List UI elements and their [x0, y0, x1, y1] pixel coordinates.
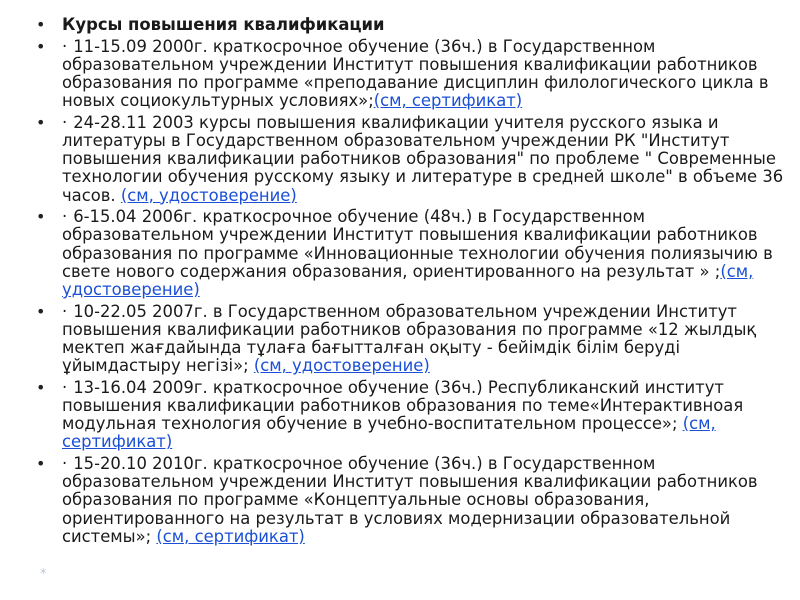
bullet-icon: • [36, 15, 46, 34]
item-prefix: · [62, 301, 68, 321]
bullet-icon: • [36, 112, 46, 132]
item-prefix: · [62, 112, 68, 132]
certificate-link[interactable]: (см, сертификат) [62, 414, 716, 452]
certificate-link[interactable]: (см, удостоверение) [253, 356, 430, 376]
item-text: 6-15.04 2006г. краткосрочное обучение (48ч.) в Государственном образовательном учреждении Институт повышения квалификации работников образования по программе «Инновационные технологии обучения полиязычию в свете нового содержания образования, ориентированного на результат » ; [62, 207, 773, 281]
item-text: 11-15.09 2000г. краткосрочное обучение (36ч.) в Государственном образовательном учреждении Институт повышения квалификации работников образования по программе «преподавание дисциплин филологического цикла в новых социокультурных условиях»; [62, 36, 769, 111]
item-prefix: · [62, 454, 68, 474]
footer-star-icon: * [40, 567, 47, 582]
item-text: 10-22.05 2007г. в Государственном образовательном учреждении Институт повышения квалификации работников образования по программе «12 жылдық мектеп жағдайында тұлаға бағытталған оқыту - бейімдік білім беруді ұйымдастыру негізі»; [62, 301, 757, 376]
certificate-link[interactable]: (см, удостоверение) [120, 185, 297, 205]
list-item [36, 114, 786, 205]
certificate-link[interactable]: (см, сертификат) [373, 91, 523, 111]
item-prefix: · [62, 377, 68, 397]
bullet-icon: • [36, 454, 46, 474]
section-heading: Курсы повышения квалификации [62, 15, 385, 34]
certificate-link[interactable]: (см, удостоверение) [62, 261, 754, 300]
list-item [36, 303, 786, 376]
list-heading-item [36, 16, 786, 34]
list-item [36, 208, 786, 299]
list-item [36, 38, 786, 111]
item-text: 15-20.10 2010г. краткосрочное обучение (36ч.) в Государственном образовательном учреждении Институт повышения квалификации работников образования по программе «Концептуальные основы образования, ориентированного на результат в условиях модернизации образовательной системы»; [62, 454, 758, 546]
bullet-icon: • [36, 36, 46, 56]
bullet-icon: • [36, 301, 46, 321]
list-item [36, 455, 786, 546]
qualification-list [36, 16, 786, 549]
item-prefix: · [62, 36, 68, 56]
item-text: 13-16.04 2009г. краткосрочное обучение (36ч.) Республиканский институт повышения квалификации работников образования по теме«Интерактивноая модульная технология обучение в учебно-воспитательном процессе»; [62, 377, 744, 434]
list-item [36, 379, 786, 452]
bullet-icon: • [36, 377, 46, 397]
item-prefix: · [62, 207, 68, 227]
bullet-icon: • [36, 207, 46, 227]
certificate-link[interactable]: (см, сертификат) [156, 526, 305, 546]
item-text: 24-28.11 2003 курсы повышения квалификации учителя русского языка и литературы в Государственном образовательном учреждении РК "Институт повышения квалификации работников образования" по проблеме " Современные технологии обучения русскому языку и литературе в средней школе" в объеме 36 часов. [62, 112, 784, 205]
